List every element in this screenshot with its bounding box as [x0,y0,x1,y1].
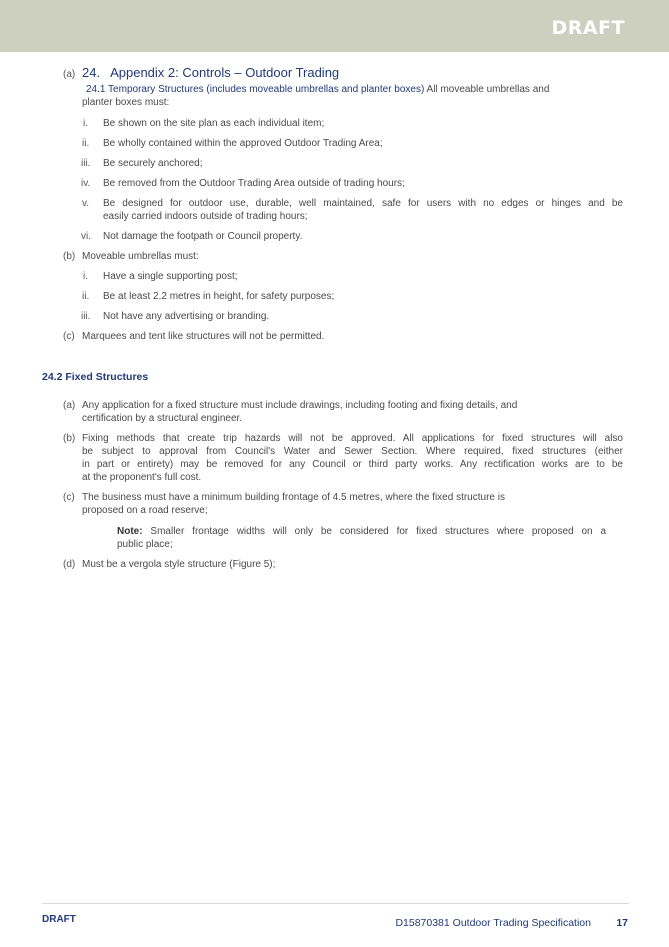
item-label-c: (c) [63,492,75,503]
appendix-heading [82,65,339,80]
list-num: i. [83,271,88,282]
intro-line-2: planter boxes must: [82,97,170,108]
item-label-a: (a) [63,400,76,411]
page-number: 17 [616,917,628,929]
item-b-text: Moveable umbrellas must: [82,251,199,262]
list-num: iii. [81,158,91,169]
item-label-b: (b) [63,251,76,262]
note-line1 [117,525,606,538]
list-item: Not damage the footpath or Council property. [103,231,303,242]
list-num: v. [82,198,90,209]
fixed-b-line3: in part or entirety) may be removed for any Council or third party works. Any rectification works are to be [82,459,623,470]
footer-doc-title: D15870381 Outdoor Trading Specification [395,917,591,929]
draft-watermark-header: DRAFT [551,17,625,39]
fixed-d-line1: Must be a vergola style structure (Figure 5); [82,559,276,570]
fixed-a-line1: Any application for a fixed structure must include drawings, including footing and fixing details, and [82,400,518,411]
list-item-cont: easily carried indoors outside of trading hours; [103,211,308,222]
list-num: iv. [81,178,91,189]
section-heading-242: 24.2 Fixed Structures [42,371,149,383]
note-label: Note: [117,526,143,537]
list-num: iii. [81,311,91,322]
appendix-number: 24. [82,65,101,80]
appendix-title: Appendix 2: Controls – Outdoor Trading [110,65,340,80]
item-label-a: (a) [63,69,76,80]
item-c-text: Marquees and tent like structures will not be permitted. [82,331,325,342]
item-label-b: (b) [63,433,76,444]
list-item: Not have any advertising or branding. [103,311,270,322]
subsection-title-241: 24.1 Temporary Structures (includes moveable umbrellas and planter boxes) [86,84,425,95]
fixed-a-line2: certification by a structural engineer. [82,413,243,424]
list-num: vi. [81,231,91,242]
item-label-c: (c) [63,331,75,342]
list-item: Have a single supporting post; [103,271,238,282]
list-item: Be wholly contained within the approved Outdoor Trading Area; [103,138,383,149]
list-num: ii. [82,138,90,149]
list-item: Be securely anchored; [103,158,203,169]
note-line2: public place; [117,539,173,550]
list-item: Be designed for outdoor use, durable, well maintained, safe for users with no edges or hinges and be [103,198,623,209]
list-num: ii. [82,291,90,302]
intro-text: All moveable umbrellas and [424,84,550,95]
draft-footer-label: DRAFT [42,914,76,925]
note-text: Smaller frontage widths will only be considered for fixed structures where proposed on a [142,526,606,537]
list-item: Be shown on the site plan as each individual item; [103,118,325,129]
subsection-intro [86,83,616,96]
list-num: i. [83,118,88,129]
item-label-d: (d) [63,559,76,570]
fixed-c-line1: The business must have a minimum building frontage of 4.5 metres, where the fixed structure is [82,492,505,503]
fixed-c-line2: proposed on a road reserve; [82,505,208,516]
list-item: Be removed from the Outdoor Trading Area outside of trading hours; [103,178,405,189]
list-item: Be at least 2.2 metres in height, for safety purposes; [103,291,335,302]
fixed-b-line1: Fixing methods that create trip hazards will not be approved. All applications for fixed structures will also [82,433,623,444]
fixed-b-line2: be subject to approval from Council's Water and Sewer Section. Where required, fixed structures (either [82,446,623,457]
footer-divider [42,903,629,904]
fixed-b-line4: at the proponent's full cost. [82,472,202,483]
